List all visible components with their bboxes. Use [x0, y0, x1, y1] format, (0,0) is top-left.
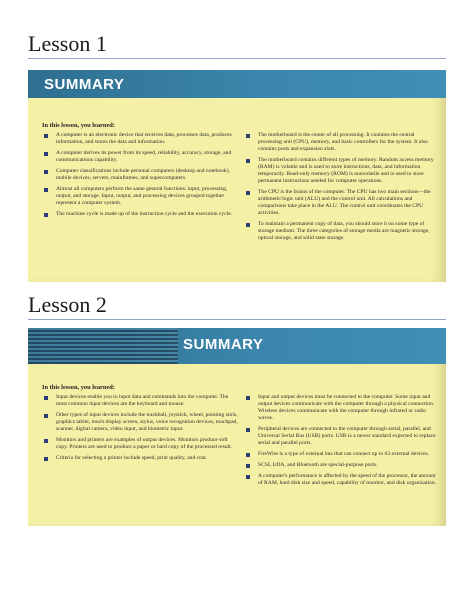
- summary-item-text: Monitors and printers are examples of output devices. Monitors produce soft copy. Printers are used to produce a paper or hard copy of the processed result.: [56, 437, 233, 450]
- lesson-1-title: Lesson 1: [28, 31, 107, 56]
- summary-item: [244, 462, 438, 469]
- summary-item: [42, 394, 238, 408]
- lesson-1-left-column: [42, 132, 238, 222]
- lesson-1-banner: [28, 70, 446, 98]
- bullet-icon: [246, 159, 250, 163]
- summary-item: [244, 132, 438, 153]
- bullet-icon: [44, 152, 48, 156]
- bullet-icon: [44, 188, 48, 192]
- lesson-2-right-column: [244, 394, 438, 491]
- summary-item-text: A computer's performance is affected by the speed of the processor, the amount of RAM, hard disk size and speed, capability of monitor, and disk organization.: [258, 473, 437, 486]
- lesson-1-banner-title: SUMMARY: [44, 76, 125, 93]
- lesson-2-title: Lesson 2: [28, 292, 107, 317]
- summary-item: [244, 394, 438, 422]
- lesson-1-summary-panel: [28, 70, 446, 282]
- lesson-1-intro: In this lesson, you learned:: [42, 122, 115, 129]
- bullet-icon: [44, 414, 48, 418]
- summary-item-text: Input and output devices must be connected to the computer. Some input and output devices communicate with the computer through a physical connection. Wireless devices communicate with the computer through infrared or radio waves.: [258, 394, 435, 421]
- summary-item-text: Input devices enable you to input data and commands into the computer. The most common input devices are the keyboard and mouse.: [56, 394, 229, 407]
- summary-item-text: Other types of input devices include the trackball, joystick, wheel, pointing stick, graphics tablet, touch display screen, stylus, voice recognition devices, touchpad, scanner, digital camera, video input, and biometric input.: [56, 412, 238, 432]
- lesson-2-summary-panel: [28, 328, 446, 526]
- summary-item-text: Peripheral devices are connected to the computer through serial, parallel, and Universal Serial Bus (USB) ports. USB is a newer standard expected to replace serial and parallel ports.: [258, 426, 436, 446]
- lesson-1-rule: [28, 58, 446, 59]
- summary-item: [42, 455, 238, 462]
- lesson-2-banner: [28, 328, 446, 364]
- summary-item: [244, 157, 438, 185]
- summary-item-text: SCSI, IrDA, and Bluetooth are special-purpose ports.: [258, 462, 378, 468]
- summary-item: [42, 168, 238, 182]
- summary-item: [244, 221, 438, 242]
- bullet-icon: [246, 453, 250, 457]
- summary-item: [42, 150, 238, 164]
- summary-item: [244, 451, 438, 458]
- summary-item-text: Computer classifications include personal computers (desktop and notebook), mobile devices, servers, mainframes, and supercomputers.: [56, 168, 230, 181]
- bullet-icon: [246, 396, 250, 400]
- summary-item: [42, 211, 238, 218]
- summary-item-text: FireWire is a type of external bus that can connect up to 63 external devices.: [258, 451, 430, 457]
- summary-item: [244, 473, 438, 487]
- bullet-icon: [246, 475, 250, 479]
- summary-item-text: The motherboard is the center of all processing. It contains the central processing unit (CPU), memory, and basic controllers for the system. It also contains ports and expansion slots.: [258, 132, 428, 152]
- lesson-2-rule: [28, 319, 446, 320]
- summary-item: [244, 189, 438, 217]
- summary-item-text: To maintain a permanent copy of data, you should store it on some type of storage medium. The three categories of storage media are magnetic storage, optical storage, and solid state storage.: [258, 221, 430, 241]
- bullet-icon: [44, 457, 48, 461]
- lesson-2-banner-title: SUMMARY: [183, 336, 264, 353]
- summary-item-text: The CPU is the brains of the computer. The CPU has two main sections—the arithmetic/logic unit (ALU) and the control unit. All calculations and comparisons take place in the ALU. The control unit coordinates the CPU activities.: [258, 189, 431, 216]
- summary-item: [42, 132, 238, 146]
- lesson-2-intro: In this lesson, you learned:: [42, 384, 115, 391]
- bullet-icon: [246, 464, 250, 468]
- summary-item-text: Criteria for selecting a printer include speed, print quality, and cost.: [56, 455, 208, 461]
- bullet-icon: [246, 191, 250, 195]
- summary-item: [244, 426, 438, 447]
- bullet-icon: [246, 223, 250, 227]
- summary-item: [42, 412, 238, 433]
- lesson-2-left-column: [42, 394, 238, 466]
- summary-item-text: A computer is an electronic device that receives data, processes data, produces information, and stores the data and information.: [56, 132, 232, 145]
- bullet-icon: [44, 396, 48, 400]
- lesson-1-right-column: [244, 132, 438, 246]
- summary-item-text: The machine cycle is made up of the instruction cycle and the execution cycle.: [56, 211, 233, 217]
- bullet-icon: [246, 428, 250, 432]
- summary-item-text: Almost all computers perform the same general functions: input, processing, output, and storage. Input, output, and processing devices grouped together represent a computer system.: [56, 186, 228, 206]
- bullet-icon: [44, 134, 48, 138]
- lesson-2-banner-texture: [28, 328, 178, 364]
- summary-item: [42, 186, 238, 207]
- bullet-icon: [44, 170, 48, 174]
- bullet-icon: [246, 134, 250, 138]
- summary-item: [42, 437, 238, 451]
- summary-item-text: The motherboard contains different types of memory. Random access memory (RAM) is volatile and is used to store instructions, data, and information temporarily. Read-only memory (ROM) is nonvolatile and is used to store permanent instructions needed for computer operations.: [258, 157, 434, 184]
- summary-item-text: A computer derives its power from its speed, reliability, accuracy, storage, and communications capability.: [56, 150, 232, 163]
- bullet-icon: [44, 439, 48, 443]
- bullet-icon: [44, 213, 48, 217]
